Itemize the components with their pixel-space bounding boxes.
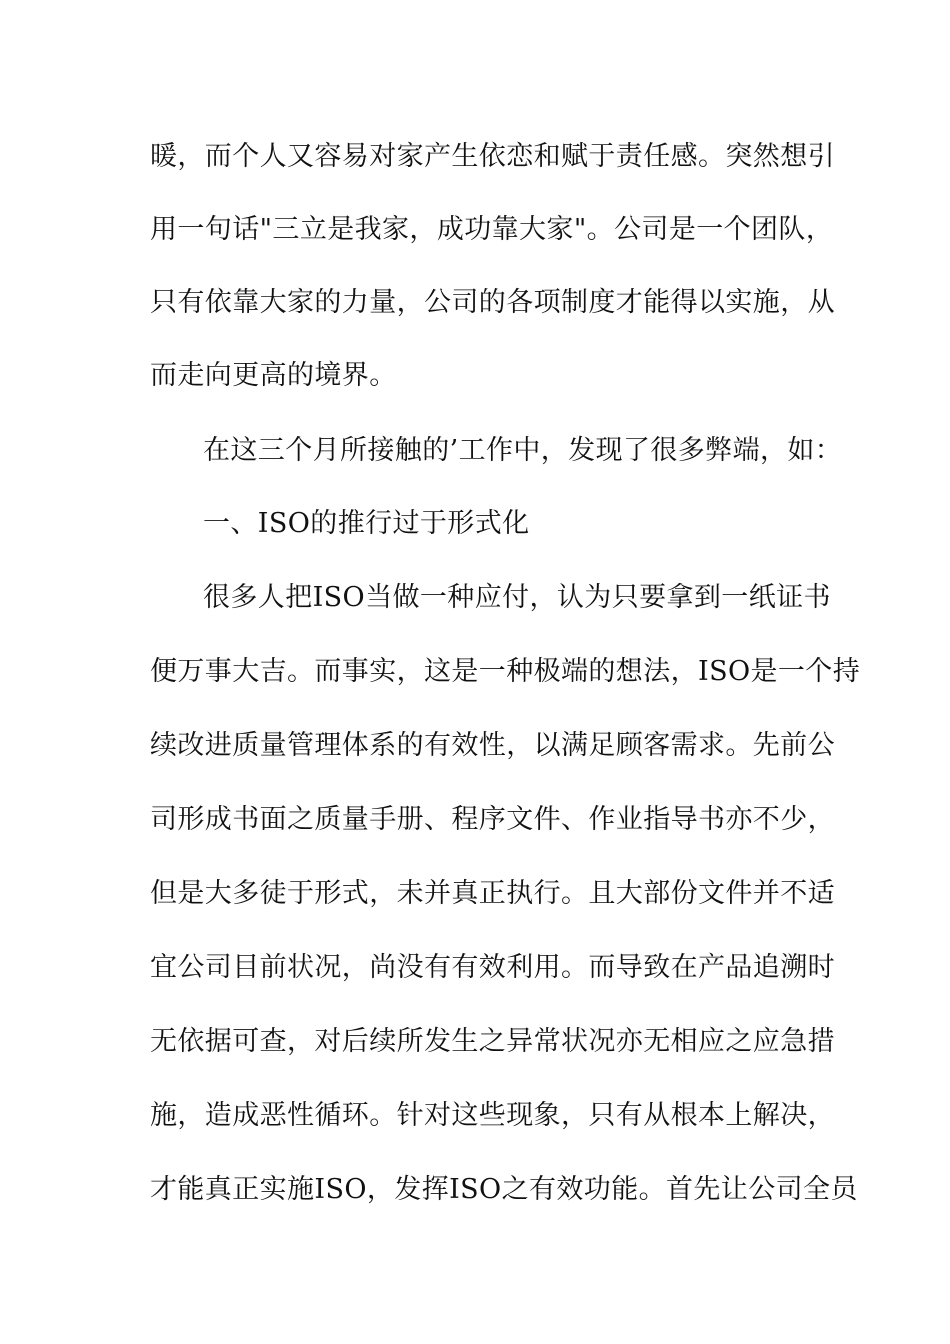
paragraph-line: 便万事大吉。而事实，这是一种极端的想法，ISO是一个持 — [150, 656, 861, 687]
paragraph-line: 司形成书面之质量手册、程序文件、作业指导书亦不少， — [150, 804, 835, 835]
paragraph-line: 宜公司目前状况，尚没有有效利用。而导致在产品追溯时 — [150, 952, 835, 983]
paragraph-line: 用一句话"三立是我家，成功靠大家"。公司是一个团队， — [150, 214, 834, 245]
paragraph-line: 才能真正实施ISO，发挥ISO之有效功能。首先让公司全员 — [150, 1174, 858, 1205]
paragraph-line: 在这三个月所接触的’工作中，发现了很多弊端，如： — [203, 435, 843, 466]
paragraph-line: 暖，而个人又容易对家产生依恋和赋于责任感。突然想引 — [150, 141, 835, 172]
section-heading: 一、ISO的推行过于形式化 — [203, 508, 530, 539]
paragraph-line: 施，造成恶性循环。针对这些现象，只有从根本上解决， — [150, 1100, 835, 1131]
paragraph-line: 只有依靠大家的力量，公司的各项制度才能得以实施，从 — [150, 287, 835, 318]
paragraph-line: 无依据可查，对后续所发生之异常状况亦无相应之应急措 — [150, 1026, 835, 1057]
paragraph-line: 但是大多徒于形式，未并真正执行。且大部份文件并不适 — [150, 878, 835, 909]
paragraph-line: 很多人把ISO当做一种应付，认为只要拿到一纸证书 — [203, 582, 831, 613]
paragraph-line: 续改进质量管理体系的有效性，以满足顾客需求。先前公 — [150, 730, 835, 761]
paragraph-line: 而走向更高的境界。 — [150, 360, 397, 391]
